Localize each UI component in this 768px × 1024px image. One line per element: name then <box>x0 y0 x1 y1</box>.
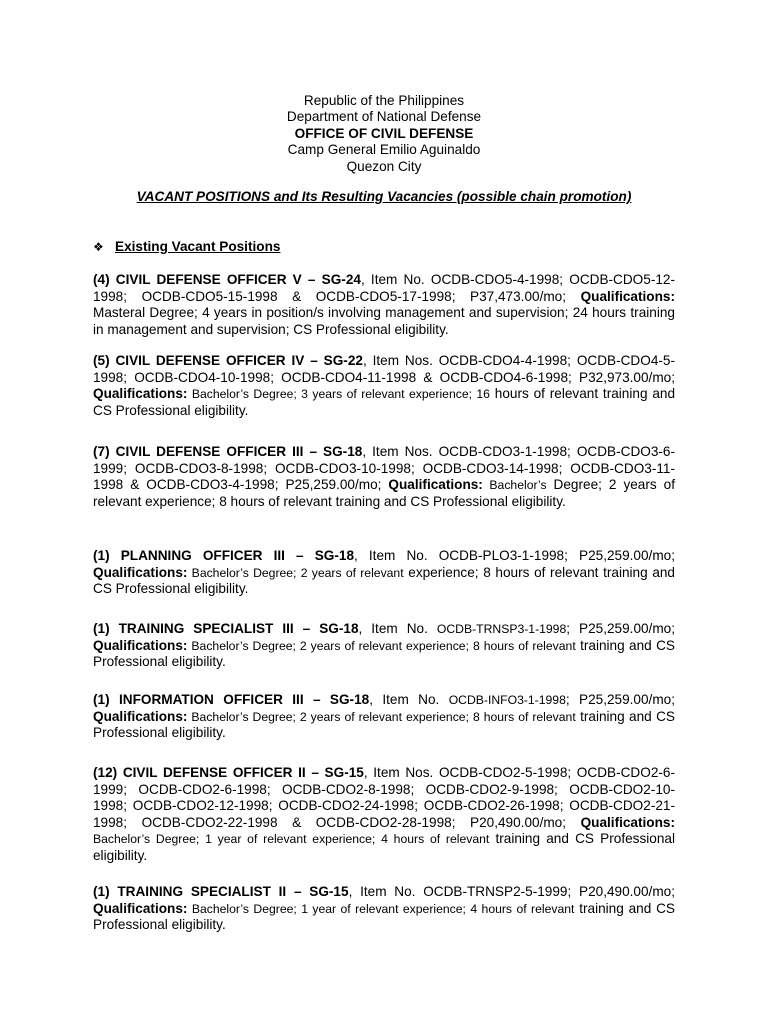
header-republic: Republic of the Philippines <box>303 93 465 108</box>
position-items: , Item No. <box>358 621 437 636</box>
qualifications-text: hours of relevant training and CS Professional eligibility. <box>93 386 676 418</box>
qualifications-label: Qualifications: <box>388 477 483 493</box>
position-title: (1) TRAINING SPECIALIST II – SG-15 <box>93 884 349 899</box>
header-office: OFFICE OF CIVIL DEFENSE <box>294 125 474 141</box>
header-city: Quezon City <box>346 158 422 174</box>
header-camp: Camp General Emilio Aguinaldo <box>287 142 481 158</box>
qualifications-label: Qualifications: <box>93 708 188 724</box>
position-items: , Item Nos. OCDB-CDO2-5-1998; OCDB-CDO2-6-1999; OCDB-CDO2-6-1998; OCDB-CDO2-8-1998; OCDB-CDO2-9-1998; OCDB-CDO2-10-1998; OCDB-CDO2-12-1998; OCDB-CDO2-24-1998; OCDB-CDO2-26-1998; OCDB-CDO2-21-1998; OCDB-CDO2-22-1998 & OCDB-CDO2-28-1998; P20,490.00/mo; <box>93 765 675 830</box>
qualifications-label: Qualifications: <box>580 814 675 830</box>
qualifications-text: training and CS Professional eligibility. <box>93 708 675 741</box>
qualifications-text: Masteral Degree; 4 years in position/s involving management and supervision; 24 hours training in management and supervision; CS Professional eligibility. <box>93 305 675 337</box>
qualifications-label: Qualifications: <box>580 288 675 304</box>
position-entry <box>93 692 675 742</box>
qualifications-label: Qualifications: <box>93 637 188 653</box>
position-title: (7) CIVIL DEFENSE OFFICER III – SG-18 <box>93 444 363 459</box>
diamond-bullet-icon: ❖ <box>93 240 104 254</box>
position-entry <box>93 765 675 865</box>
position-entry <box>93 353 675 419</box>
qualifications-text: training and CS Professional eligibility. <box>93 831 675 863</box>
document-title: VACANT POSITIONS and Its Resulting Vacancies (possible chain promotion) <box>136 189 632 204</box>
qualifications-text: Bachelor’s Degree; 2 years of relevant <box>187 565 404 580</box>
position-items: , Item No. OCDB-PLO3-1-1998; P25,259.00/mo; <box>354 548 675 563</box>
item-number: OCDB-INFO3-1-1998 <box>448 693 566 707</box>
position-items: , Item No. OCDB-TRNSP2-5-1999; P20,490.00/mo; <box>348 884 675 899</box>
position-entry <box>93 884 675 934</box>
position-entry <box>93 272 675 338</box>
position-items: , Item Nos. OCDB-CDO4-4-1998; OCDB-CDO4-5-1998; OCDB-CDO4-10-1998; OCDB-CDO4-11-1998 & OCDB-CDO4-6-1998; P32,973.00/mo; <box>93 353 675 385</box>
qualifications-label: Qualifications: <box>93 386 188 402</box>
section-heading <box>93 239 675 256</box>
qualifications-text: Bachelor’s Degree; 2 years of relevant experience; 8 hours of relevant <box>187 638 576 653</box>
qualifications-text: experience; 8 hours of relevant training and CS Professional eligibility. <box>93 564 675 597</box>
position-title: (4) CIVIL DEFENSE OFFICER V – SG-24 <box>93 272 361 287</box>
qualifications-text: Bachelor’s Degree; 3 years of relevant experience; 16 <box>187 387 490 402</box>
qualifications-text: Bachelor’s <box>482 478 547 493</box>
position-entry <box>93 548 675 598</box>
qualifications-text: Bachelor’s Degree; 1 year of relevant experience; 4 hours of relevant <box>93 832 490 847</box>
position-items: , Item Nos. OCDB-CDO3-1-1998; OCDB-CDO3-6-1999; OCDB-CDO3-8-1998; OCDB-CDO3-10-1998; OCDB-CDO3-14-1998; OCDB-CDO3-11-1998 & OCDB-CDO3-4-1998; P25,259.00/mo; <box>93 444 676 493</box>
position-entry <box>93 621 675 671</box>
header-department: Department of National Defense <box>286 109 482 125</box>
position-title: (1) PLANNING OFFICER III – SG-18 <box>93 548 354 563</box>
position-items: , Item No. OCDB-CDO5-4-1998; OCDB-CDO5-12-1998; OCDB-CDO5-15-1998 & OCDB-CDO5-17-1998; P37,473.00/mo; <box>93 272 675 304</box>
qualifications-text: training and CS Professional eligibility. <box>93 637 675 670</box>
position-title: (5) CIVIL DEFENSE OFFICER IV – SG-22 <box>93 353 363 368</box>
position-items: , Item No. <box>369 692 449 707</box>
qualifications-text: Degree; 2 years of relevant experience; 8 hours of relevant training and CS Professional eligibility. <box>93 477 675 509</box>
item-number: OCDB-TRNSP3-1-1998 <box>436 622 567 636</box>
position-entry <box>93 444 675 510</box>
position-salary: ; P25,259.00/mo; <box>565 692 675 707</box>
qualifications-text: Bachelor’s Degree; 2 years of relevant experience; 8 hours of relevant <box>187 709 576 724</box>
qualifications-label: Qualifications: <box>93 564 188 580</box>
qualifications-text: training and CS Professional eligibility. <box>93 900 676 933</box>
position-title: (12) CIVIL DEFENSE OFFICER II – SG-15 <box>93 765 364 780</box>
section-title: Existing Vacant Positions <box>115 239 281 254</box>
position-title: (1) INFORMATION OFFICER III – SG-18 <box>93 692 370 707</box>
qualifications-label: Qualifications: <box>93 900 188 916</box>
letterhead <box>0 93 768 175</box>
position-title: (1) TRAINING SPECIALIST III – SG-18 <box>93 621 359 636</box>
position-salary: ; P25,259.00/mo; <box>566 621 675 636</box>
qualifications-text: Bachelor’s Degree; 1 year of relevant experience; 4 hours of relevant <box>187 901 575 916</box>
